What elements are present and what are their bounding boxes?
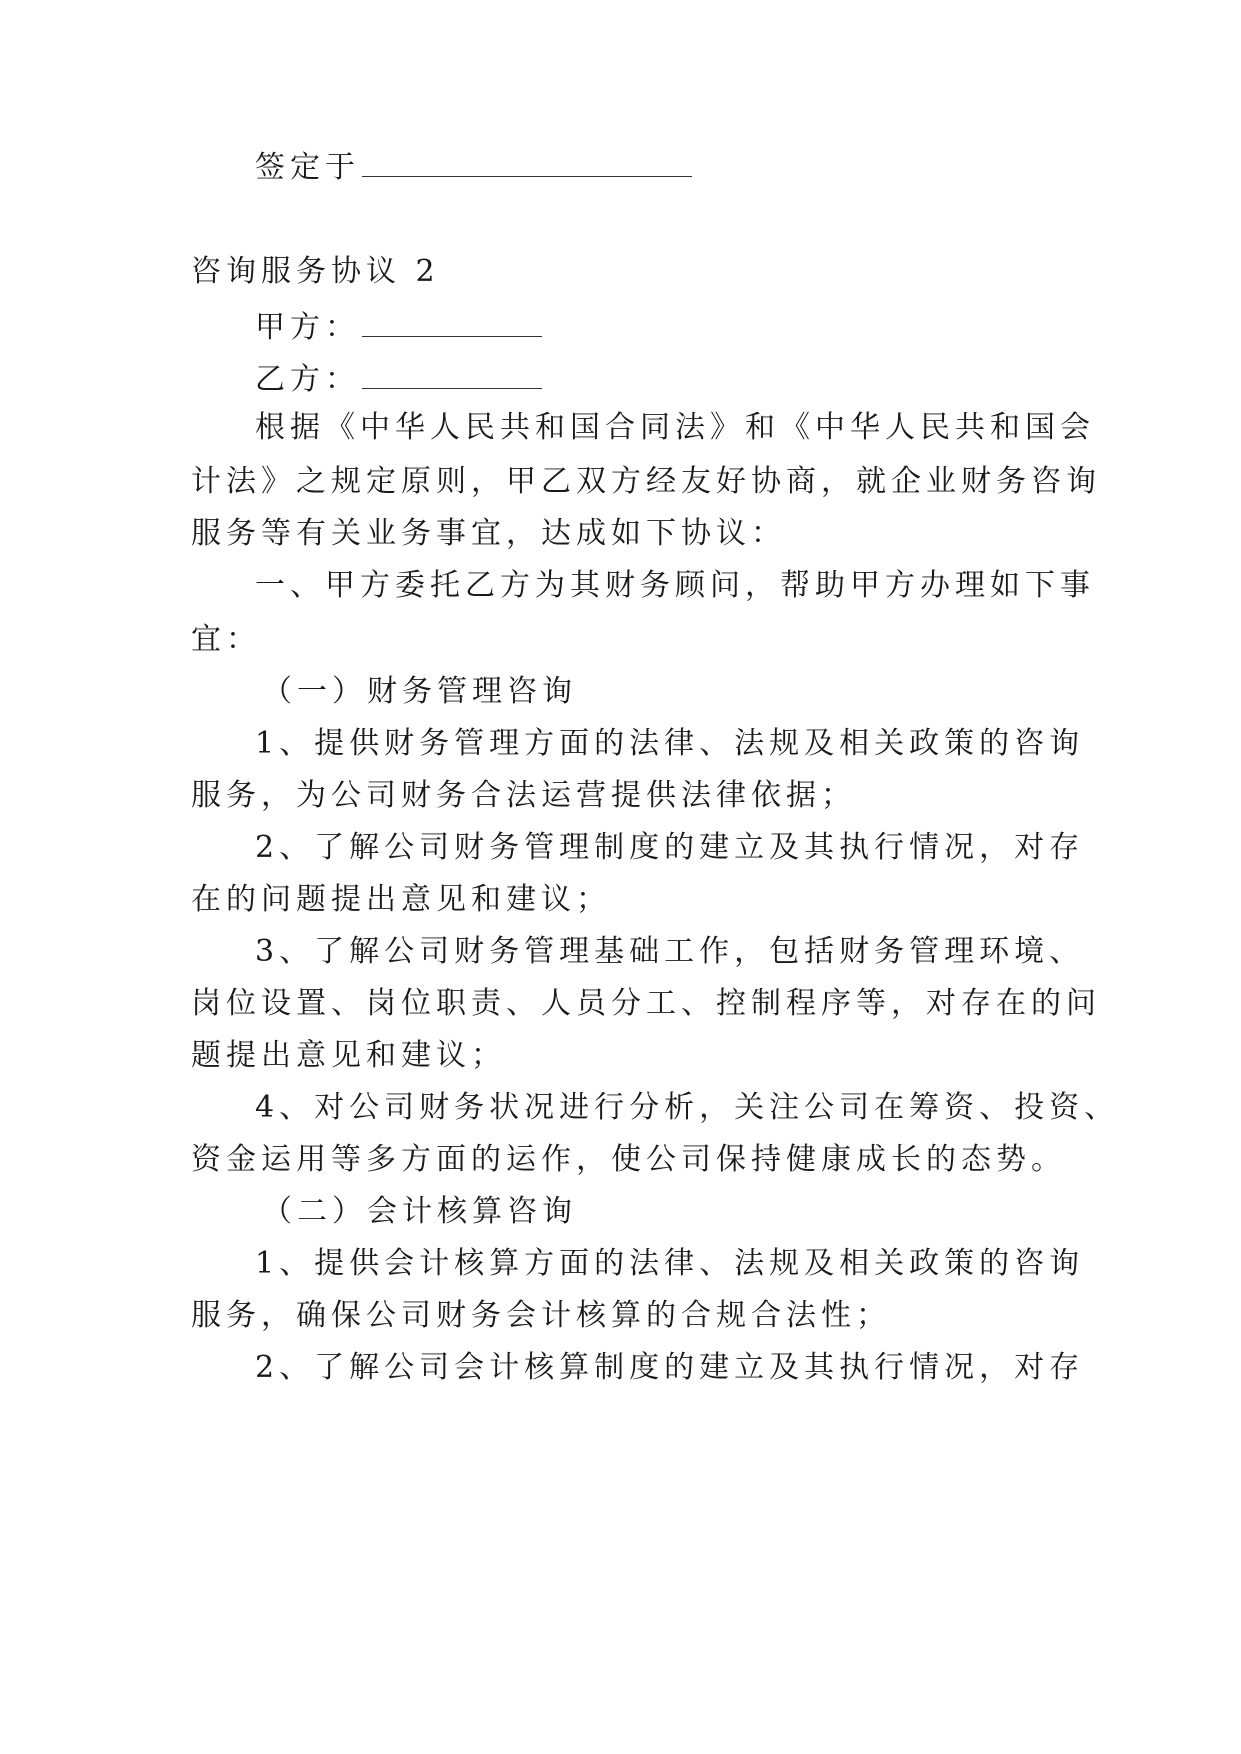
section-1-heading: （一）财务管理咨询: [262, 674, 577, 709]
party-a-label: 甲方：: [255, 310, 360, 345]
section-1-item-line: 在的问题提出意见和建议；: [191, 882, 611, 917]
signed-at-line: [255, 146, 692, 188]
preamble-line: 服务等有关业务事宜，达成如下协议：: [191, 516, 786, 551]
section-2-item-line: 1、提供会计核算方面的法律、法规及相关政策的咨询: [255, 1246, 1085, 1281]
agreement-title: 咨询服务协议 2: [191, 254, 440, 289]
section-2-item-line: 服务，确保公司财务会计核算的合规合法性；: [191, 1298, 891, 1333]
section-1-item-line: 题提出意见和建议；: [191, 1038, 506, 1073]
preamble-line: 根据《中华人民共和国合同法》和《中华人民共和国会: [255, 410, 1095, 445]
signed-at-label: 签定于: [255, 150, 360, 185]
preamble-line: 计法》之规定原则，甲乙双方经友好协商，就企业财务咨询: [191, 464, 1101, 499]
section-1-item-line: 3、了解公司财务管理基础工作，包括财务管理环境、: [255, 934, 1085, 969]
section-2-item-line: 2、了解公司会计核算制度的建立及其执行情况，对存: [255, 1350, 1085, 1385]
party-a-blank: [362, 306, 542, 337]
section-1-item-line: 服务，为公司财务合法运营提供法律依据；: [191, 778, 856, 813]
section-1-item-line: 1、提供财务管理方面的法律、法规及相关政策的咨询: [255, 726, 1085, 761]
section-2-heading: （二）会计核算咨询: [262, 1194, 577, 1229]
party-b-blank: [362, 358, 542, 389]
section-1-item-line: 资金运用等多方面的运作，使公司保持健康成长的态势。: [191, 1142, 1066, 1177]
section-1-item-line: 4、对公司财务状况进行分析，关注公司在筹资、投资、: [255, 1090, 1120, 1125]
party-a-line: [255, 306, 542, 348]
clause-1-line: 宜：: [191, 622, 261, 657]
section-1-item-line: 2、了解公司财务管理制度的建立及其执行情况，对存: [255, 830, 1085, 865]
signed-at-blank: [362, 146, 692, 177]
party-b-line: [255, 358, 542, 400]
clause-1-line: 一、甲方委托乙方为其财务顾问，帮助甲方办理如下事: [255, 568, 1095, 603]
party-b-label: 乙方：: [255, 362, 360, 397]
section-1-item-line: 岗位设置、岗位职责、人员分工、控制程序等，对存在的问: [191, 986, 1101, 1021]
